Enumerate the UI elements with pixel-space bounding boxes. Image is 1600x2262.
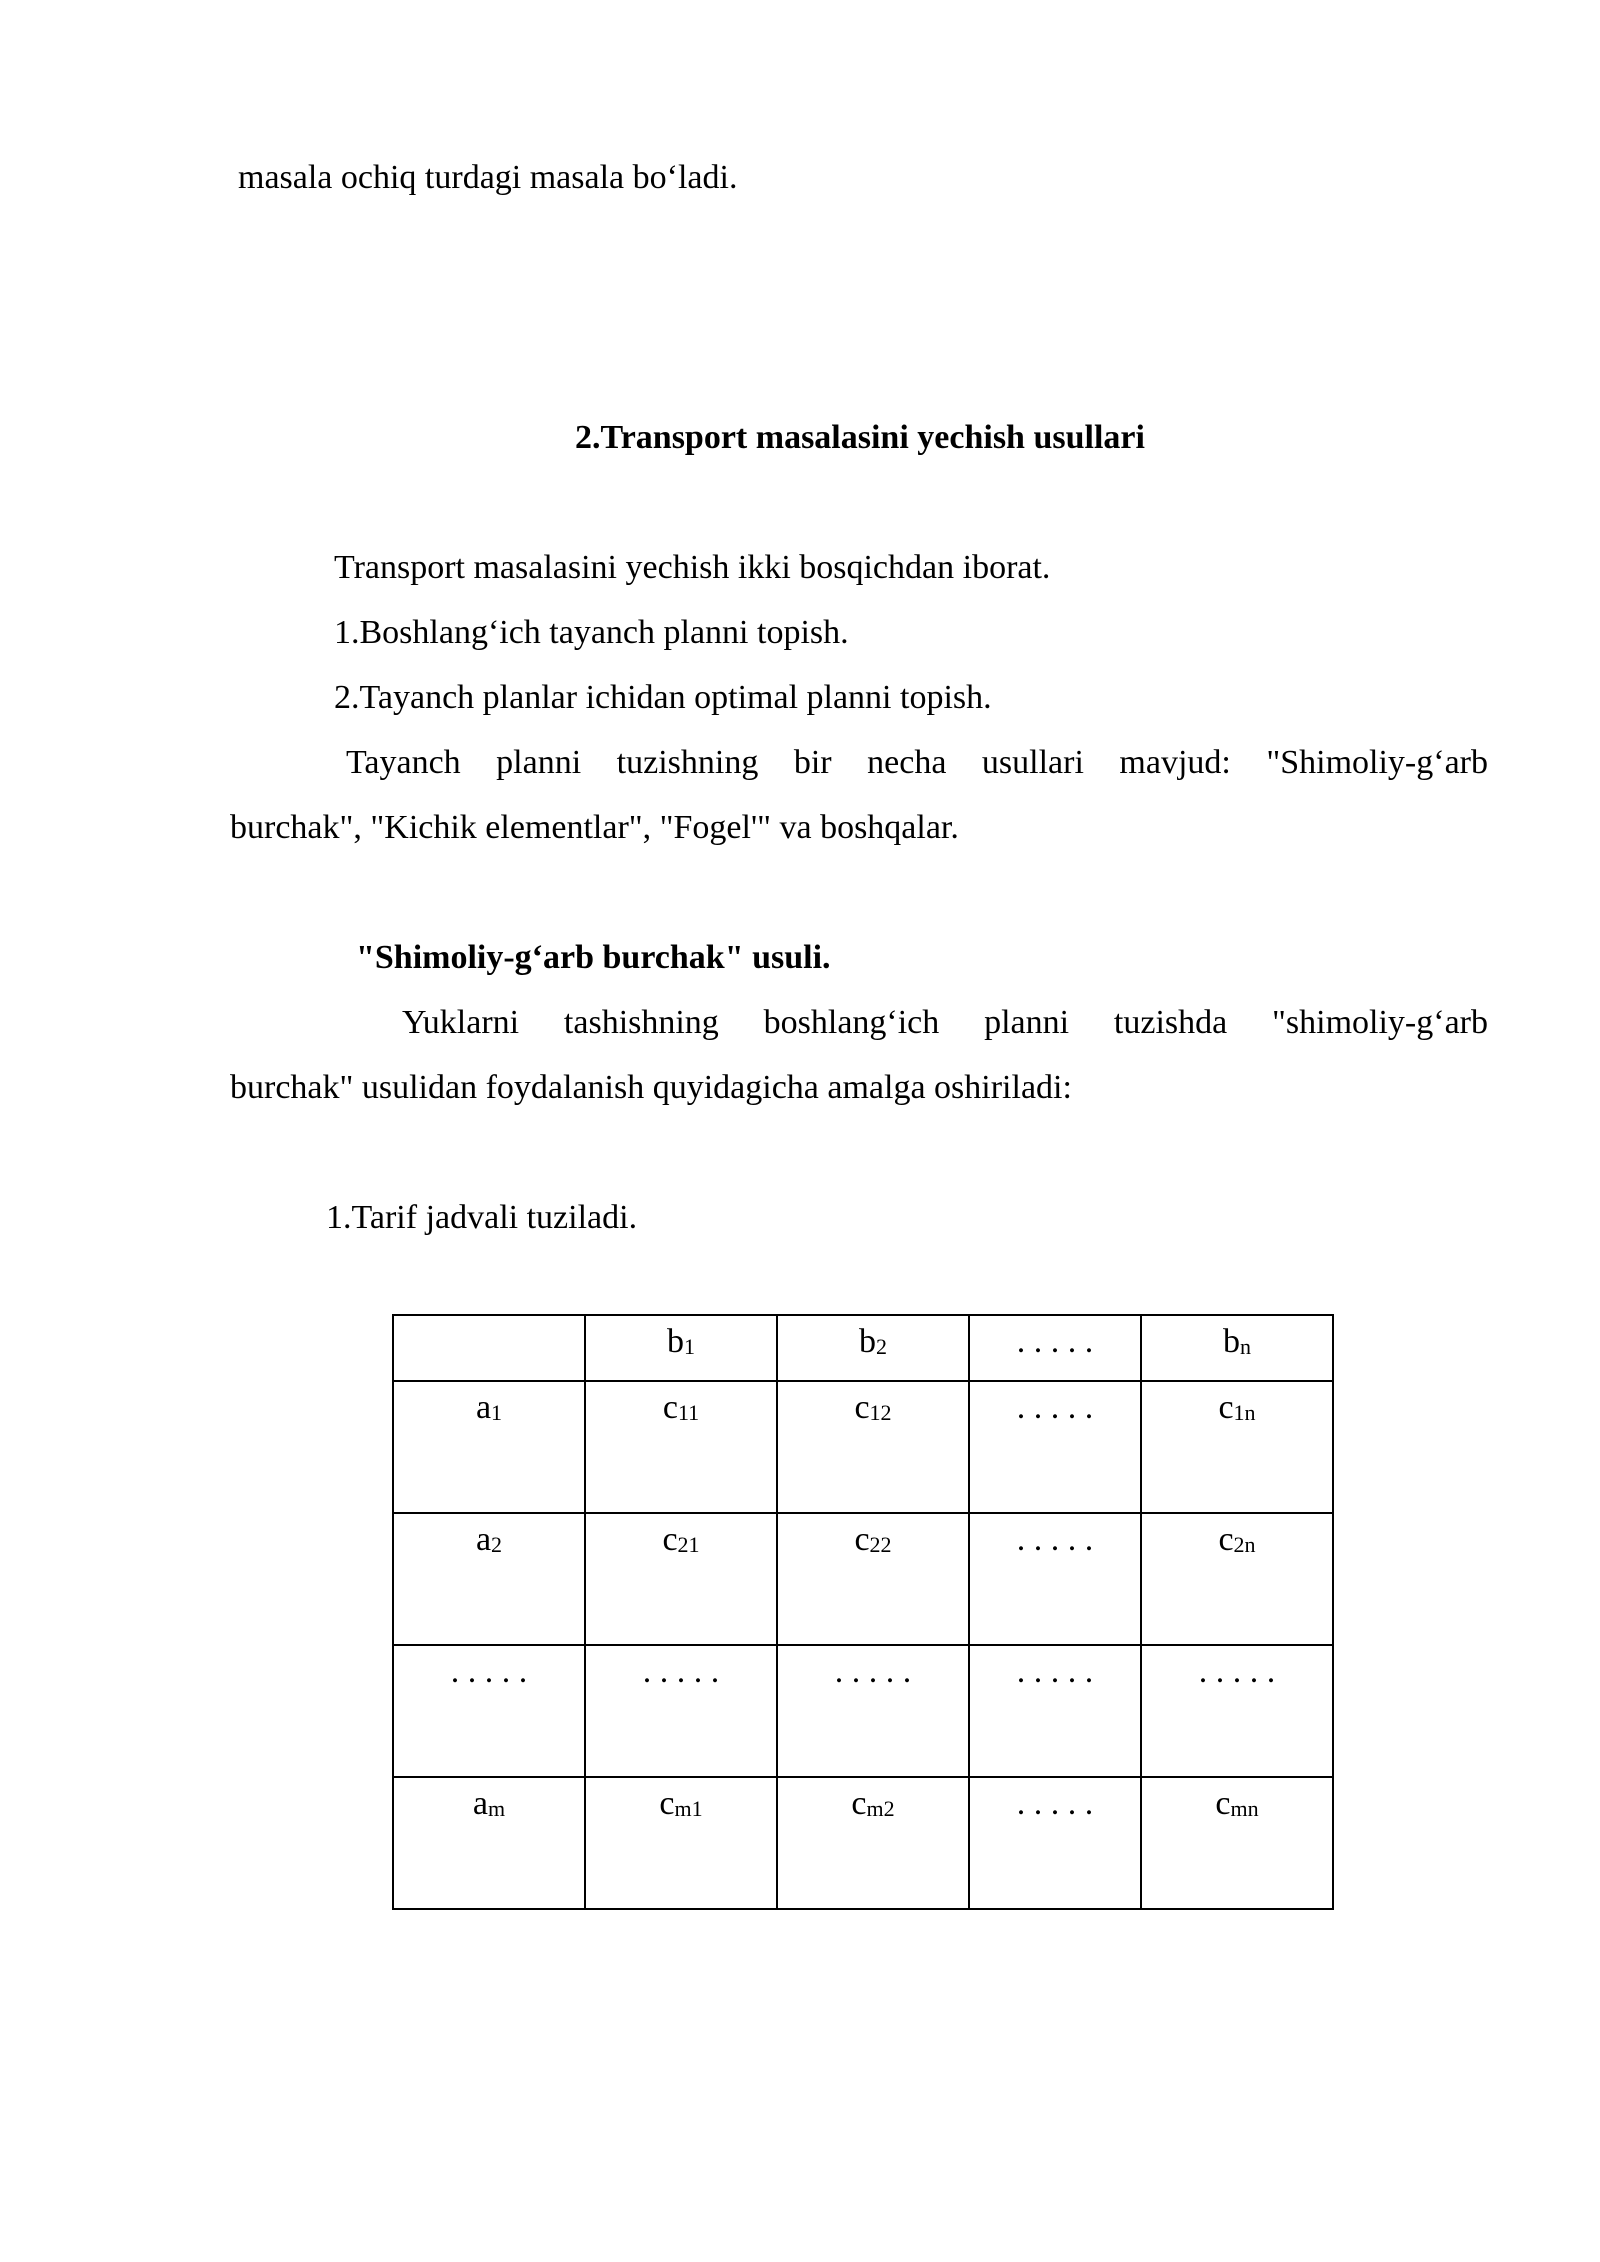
table-row [393,1381,1333,1513]
step-tariff-table: 1.Tarif jadvali tuziladi. [326,1199,638,1236]
paragraph-northwest-line-2: burchak" usulidan foydalanish quyidagicha amalga oshiriladi: [230,1069,1072,1106]
subheading-northwest-corner: "Shimoliy-g‘arb burchak" usuli. [356,939,831,976]
tariff-table [392,1314,1334,1910]
table-cell: $c_{m2}$ [777,1777,969,1909]
step-1: 1.Boshlang‘ich tayanch planni topish. [334,614,849,651]
table-cell: . . . . . [585,1645,777,1777]
table-cell: $b_1$ [585,1315,777,1381]
table-cell: $c_{mn}$ [1141,1777,1333,1909]
table-cell: . . . . . [969,1315,1141,1381]
table-cell: $a_2$ [393,1513,585,1645]
paragraph-northwest-line-1: Yuklarni tashishning boshlang‘ich planni tuzishda "shimoliy-g‘arb [402,1004,1488,1041]
table-cell: . . . . . [969,1645,1141,1777]
step-2: 2.Tayanch planlar ichidan optimal planni topish. [334,679,992,716]
table-cell: . . . . . [969,1381,1141,1513]
table-cell: . . . . . [777,1645,969,1777]
table-cell: . . . . . [969,1777,1141,1909]
table-row [393,1777,1333,1909]
table-cell: $c_{2n}$ [1141,1513,1333,1645]
table-cell: $c_{11}$ [585,1381,777,1513]
paragraph-methods-line-2: burchak", "Kichik elementlar", "Fogel'" va boshqalar. [230,809,959,846]
table-cell: . . . . . [969,1513,1141,1645]
table-row [393,1513,1333,1645]
table-cell: . . . . . [1141,1645,1333,1777]
table-cell: $c_{21}$ [585,1513,777,1645]
intro-line: masala ochiq turdagi masala bo‘ladi. [238,159,738,196]
paragraph-stages: Transport masalasini yechish ikki bosqichdan iborat. [334,549,1051,586]
table-cell: $c_{22}$ [777,1513,969,1645]
table-cell: $b_2$ [777,1315,969,1381]
table-cell: $c_{12}$ [777,1381,969,1513]
table-row [393,1645,1333,1777]
section-heading: 2.Transport masalasini yechish usullari [575,419,1145,456]
table-cell [393,1315,585,1381]
table-cell: $b_n$ [1141,1315,1333,1381]
table-cell: $a_m$ [393,1777,585,1909]
table-cell: $a_1$ [393,1381,585,1513]
table-cell: $c_{1n}$ [1141,1381,1333,1513]
table-header-row [393,1315,1333,1381]
table-cell: $c_{m1}$ [585,1777,777,1909]
table-cell: . . . . . [393,1645,585,1777]
paragraph-methods-line-1: Tayanch planni tuzishning bir necha usullari mavjud: "Shimoliy-g‘arb [346,744,1488,781]
